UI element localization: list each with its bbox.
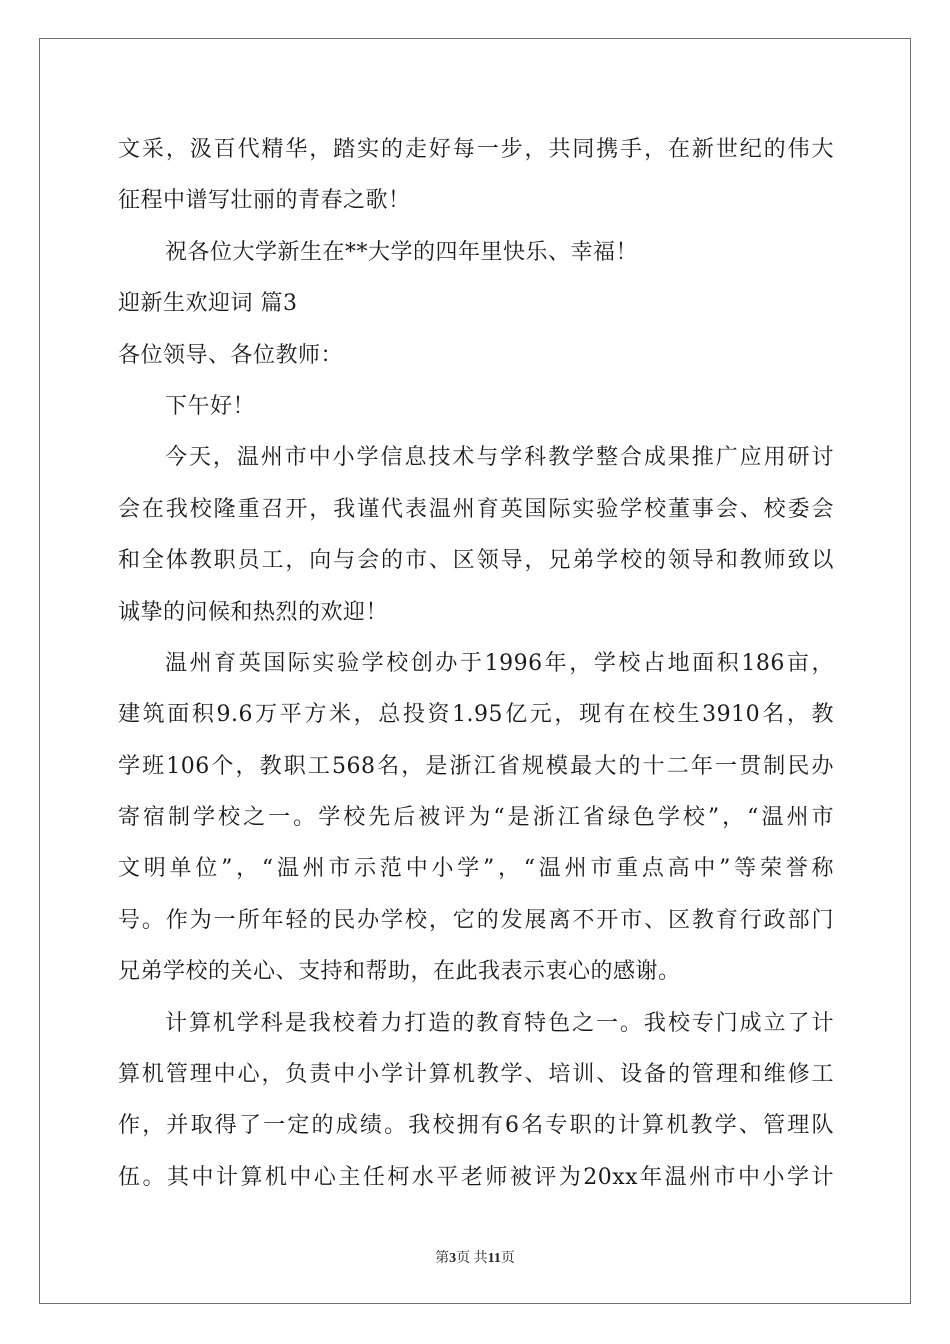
footer-suffix: 页: [500, 1251, 515, 1266]
text-line: 诚挚的问候和热烈的欢迎！: [118, 599, 389, 625]
paragraph-line: 温州育英国际实验学校创办于1996年，学校占地面积186亩，: [165, 650, 834, 676]
salutation: 各位领导、各位教师：: [118, 342, 344, 368]
paragraph-line: 祝各位大学新生在**大学的四年里快乐、幸福！: [165, 239, 639, 265]
paragraph-line: 今天，温州市中小学信息技术与学科教学整合成果推广应用研讨: [165, 445, 834, 471]
text-line: 兄弟学校的关心、支持和帮助，在此我表示衷心的感谢。: [118, 959, 681, 985]
current-page-number: 3: [449, 1251, 457, 1266]
text-line: 会在我校隆重召开，我谨代表温州育英国际实验学校董事会、校委会: [118, 496, 834, 522]
text-line: 算机管理中心，负责中小学计算机教学、培训、设备的管理和维修工: [118, 1062, 834, 1088]
greeting: 下午好！: [165, 393, 256, 419]
text-line: 作，并取得了一定的成绩。我校拥有6名专职的计算机教学、管理队: [118, 1113, 834, 1139]
text-line: 文明单位”，“温州市示范中小学”，“温州市重点高中”等荣誉称: [118, 856, 834, 882]
section-heading: 迎新生欢迎词 篇3: [118, 291, 298, 317]
text-line: 文采，汲百代精华，踏实的走好每一步，共同携手，在新世纪的伟大: [118, 137, 834, 162]
total-page-count: 11: [487, 1251, 501, 1266]
footer-prefix: 第: [435, 1251, 450, 1266]
text-line: 建筑面积9.6万平方米，总投资1.95亿元，现有在校生3910名，教: [118, 702, 834, 728]
footer-mid: 页 共: [456, 1251, 488, 1266]
document-body: [118, 124, 834, 1203]
text-line: 征程中谱写壮丽的青春之歌！: [118, 188, 411, 214]
text-line: 寄宿制学校之一。学校先后被评为“是浙江省绿色学校”，“温州市: [118, 805, 834, 831]
text-line: 学班106个，教职工568名，是浙江省规模最大的十二年一贯制民办: [118, 753, 834, 779]
text-line: 号。作为一所年轻的民办学校，它的发展离不开市、区教育行政部门: [118, 907, 834, 933]
text-line: 和全体教职员工，向与会的市、区领导，兄弟学校的领导和教师致以: [118, 548, 834, 574]
page-footer: [0, 1247, 950, 1267]
paragraph-line: 计算机学科是我校着力打造的教育特色之一。我校专门成立了计: [165, 1010, 834, 1036]
text-line: 伍。其中计算机中心主任柯水平老师被评为20xx年温州市中小学计: [118, 1164, 834, 1190]
